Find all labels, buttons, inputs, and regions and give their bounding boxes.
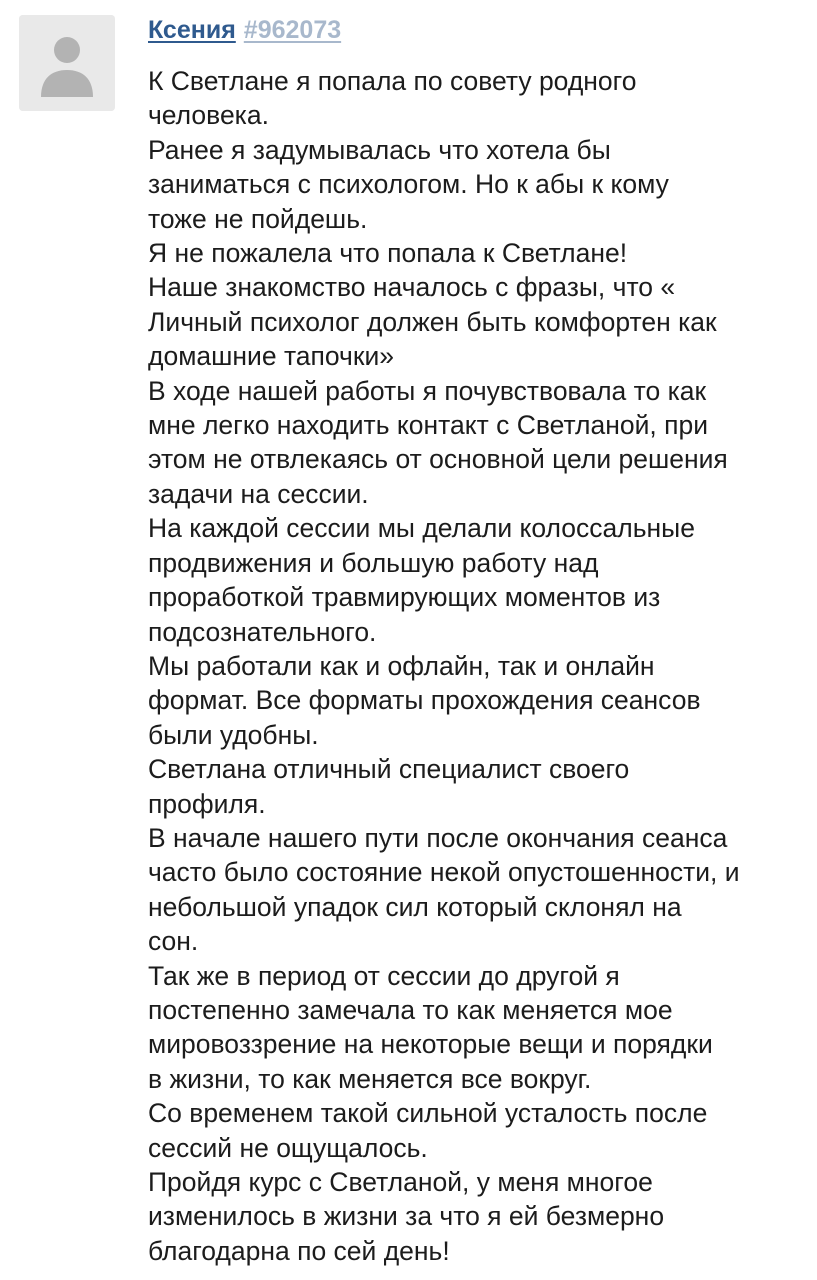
review-text-line: сессий не ощущалось. [148, 1132, 428, 1163]
review-text-line: Со временем такой сильной усталость после [148, 1098, 708, 1129]
review-text-line: сон. [148, 926, 199, 957]
review-text-line: постепенно замечала то как меняется мое [148, 994, 673, 1025]
review-text-line: заниматься с психологом. Но к абы к кому [148, 169, 669, 200]
review-text-line: мировоззрение на некоторые вещи и порядки [148, 1029, 713, 1060]
review-text-line: часто было состояние некой опустошенности, и [148, 857, 740, 888]
user-silhouette-icon [19, 15, 115, 111]
review-text-line: задачи на сессии. [148, 478, 369, 509]
review-text-line: В начале нашего пути после окончания сеанса [148, 822, 728, 853]
review-text-line: мне легко находить контакт с Светланой, при [148, 410, 709, 441]
review-text-line: Я не пожалела что попала к Светлане! [148, 238, 628, 269]
avatar[interactable] [19, 15, 115, 111]
review-text-line: Пройдя курс с Светланой, у меня многое [148, 1167, 653, 1197]
review-text-line: домашние тапочки» [148, 341, 394, 372]
review-text-line: продвижения и большую работу над [148, 547, 599, 578]
review-text-line: небольшой упадок сил который склонял на [148, 891, 682, 922]
review-text-line: Ранее я задумывалась что хотела бы [148, 134, 611, 165]
review-text-line: Наше знакомство началось с фразы, что « [148, 272, 676, 303]
review-text-line: Мы работали как и офлайн, так и онлайн [148, 650, 655, 681]
review-text-line: человека. [148, 100, 269, 131]
review-header [148, 12, 341, 48]
review-text-line: В ходе нашей работы я почувствовала то как [148, 375, 707, 406]
review-text-line: изменилось в жизни за что я ей безмерно [148, 1201, 665, 1232]
author-name-link[interactable]: Ксения [148, 16, 236, 44]
review-text-line: Светлана отличный специалист своего [148, 754, 630, 785]
review-text-line: формат. Все форматы прохождения сеансов [148, 685, 701, 716]
review-text-line: были удобны. [148, 719, 319, 750]
review-text-line: проработкой травмирующих моментов из [148, 582, 661, 613]
review-id-link[interactable]: #962073 [243, 16, 342, 44]
review-text-line: К Светлане я попала по совету родного [148, 66, 637, 96]
review-text [148, 64, 808, 1268]
review-text-line: Так же в период от сессии до другой я [148, 960, 620, 991]
review-text-line: этом не отвлекаясь от основной цели решения [148, 444, 728, 475]
review-text-line: Личный психолог должен быть комфортен как [148, 306, 717, 337]
review-text-line: На каждой сессии мы делали колоссальные [148, 513, 695, 544]
review-text-line: подсознательного. [148, 616, 377, 647]
review-text-line: в жизни, то как меняется все вокруг. [148, 1063, 592, 1094]
review-text-line: тоже не пойдешь. [148, 203, 368, 234]
review-text-line: профиля. [148, 788, 266, 819]
review-text-line: благодарна по сей день! [148, 1235, 450, 1266]
